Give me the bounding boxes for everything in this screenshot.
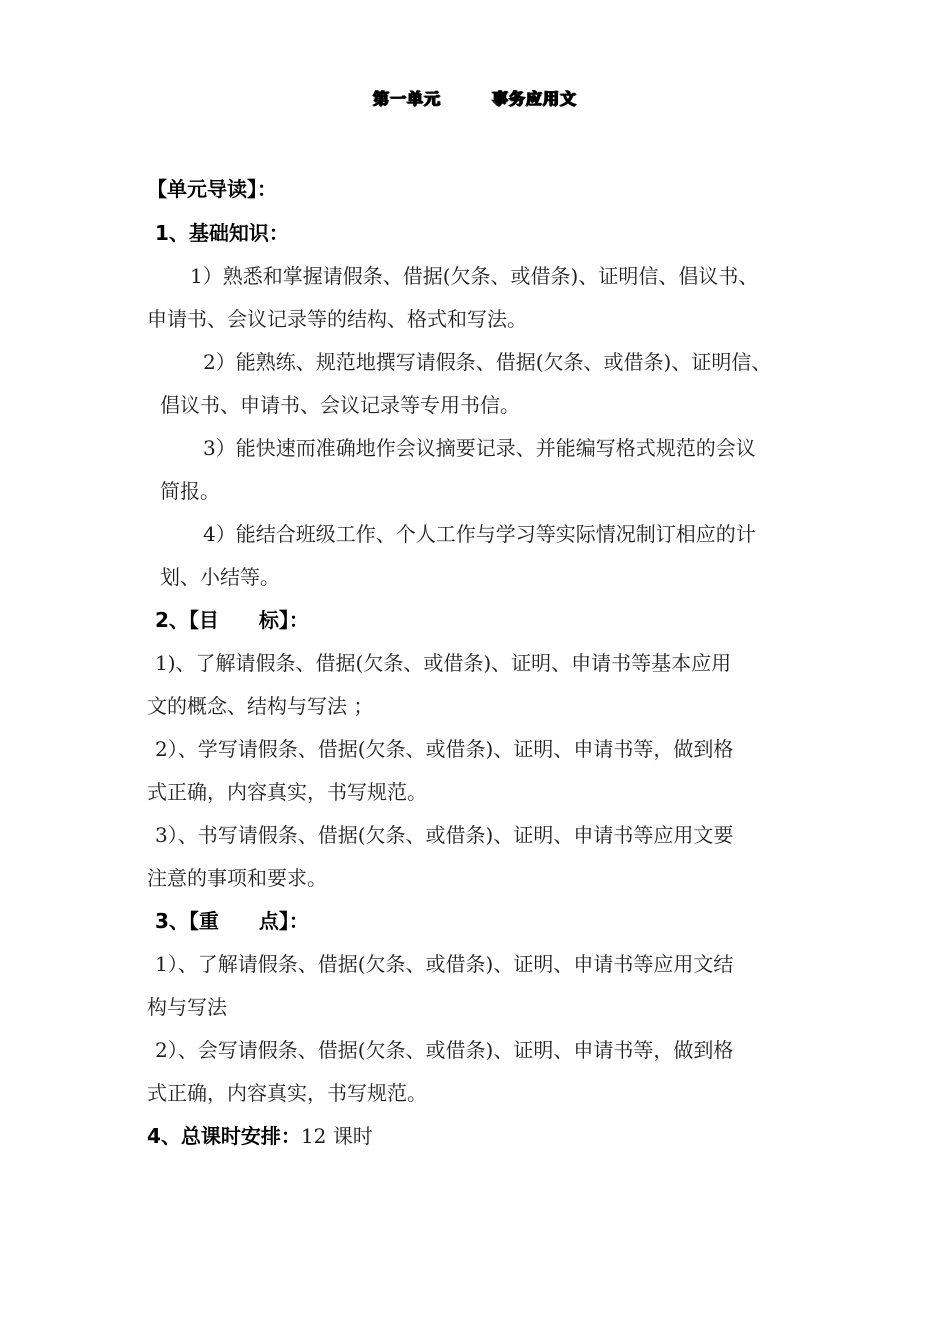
page-title: 第一单元 事务应用文 xyxy=(372,89,577,108)
section2-item1-line2: 文的概念、结构与写法 ； xyxy=(147,694,374,718)
section3-item2-line1: 2）、会写请假条、借据(欠条、或借条)、证明、申请书等，做到格 xyxy=(155,1038,734,1062)
section2-heading: 2、【目 标】： xyxy=(155,608,309,632)
section2-item1-line1: 1)、了解请假条、借据(欠条、或借条)、证明、申请书等基本应用 xyxy=(155,651,732,675)
section3-item1-line1: 1）、了解请假条、借据(欠条、或借条)、证明、申请书等应用文结 xyxy=(155,952,734,976)
section2-item3-line2: 注意的事项和要求。 xyxy=(147,866,327,890)
intro-heading: 【单元导读】： xyxy=(147,177,277,201)
section2-item2-line1: 2）、学写请假条、借据(欠条、或借条)、证明、申请书等，做到格 xyxy=(155,737,734,761)
section2-item2-line2: 式正确，内容真实，书写规范。 xyxy=(147,780,427,804)
section4-line xyxy=(147,1122,373,1150)
section1-heading: 1、基础知识： xyxy=(155,221,289,245)
section4-heading: 4、总课时安排： xyxy=(147,1124,301,1148)
section1-item4-line2: 划、小结等。 xyxy=(160,565,280,589)
section1-item4-line1: 4）能结合班级工作、个人工作与学习等实际情况制订相应的计 xyxy=(203,522,756,546)
section1-item1-line2: 申请书、会议记录等的结构、格式和写法。 xyxy=(147,307,527,331)
section4-value: 12 课时 xyxy=(300,1124,373,1148)
section1-item2-line2: 倡议书、申请书、会议记录等专用书信。 xyxy=(160,393,520,417)
section3-item1-line2: 构与写法 xyxy=(147,995,227,1019)
section1-item2-line1: 2）能熟练、规范地撰写请假条、借据(欠条、或借条)、证明信、 xyxy=(203,350,772,374)
section3-item2-line2: 式正确，内容真实，书写规范。 xyxy=(147,1081,427,1105)
section1-item3-line1: 3）能快速而准确地作会议摘要记录、并能编写格式规范的会议 xyxy=(203,436,756,460)
section2-item3-line1: 3）、书写请假条、借据(欠条、或借条)、证明、申请书等应用文要 xyxy=(155,823,734,847)
section1-item1-line1: 1）熟悉和掌握请假条、借据(欠条、或借条)、证明信、倡议书、 xyxy=(190,264,759,288)
section3-heading: 3、【重 点】： xyxy=(155,909,309,933)
section1-item3-line2: 简报。 xyxy=(160,479,220,503)
